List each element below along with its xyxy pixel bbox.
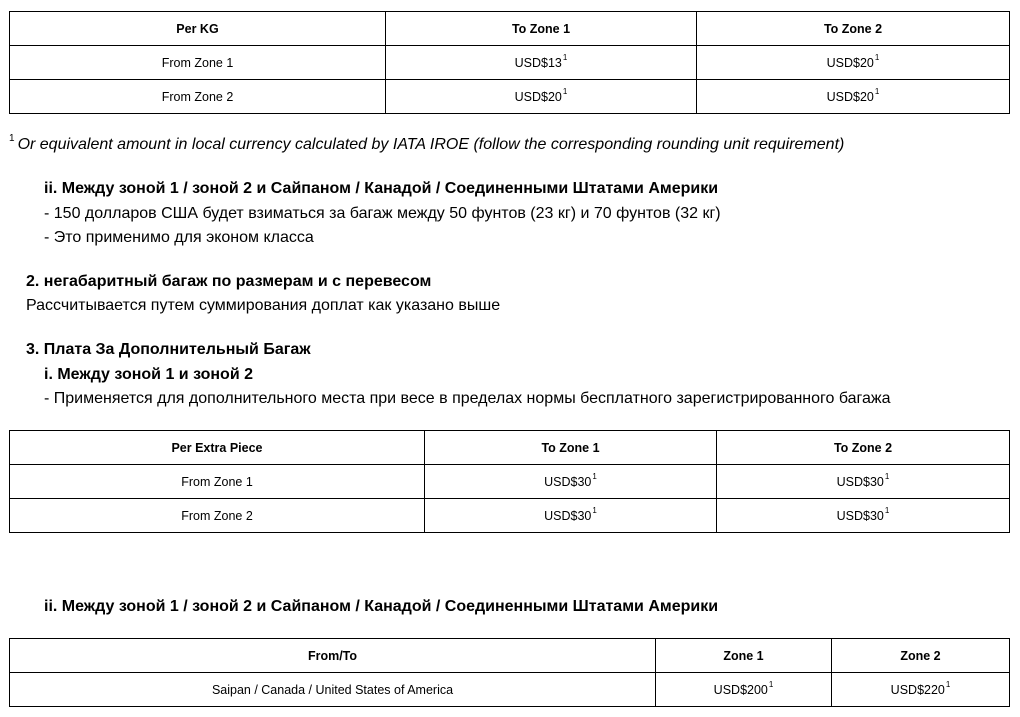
price-cell [697, 80, 1010, 114]
row-label-cell: Saipan / Canada / United States of America [10, 673, 656, 707]
header-cell: To Zone 1 [425, 431, 717, 465]
footnote-marker: 1 [874, 86, 880, 96]
footnote-marker: 1 [874, 52, 880, 62]
footnote [9, 133, 845, 154]
row-label-cell: From Zone 2 [10, 80, 386, 114]
header-cell: Zone 1 [656, 639, 832, 673]
price-cell [386, 80, 697, 114]
row-label-cell: From Zone 1 [10, 465, 425, 499]
price-cell [717, 465, 1010, 499]
header-cell: Zone 2 [832, 639, 1010, 673]
price-value: USD$200 [713, 682, 768, 697]
per-extra-piece-table [9, 430, 1010, 533]
header-cell: Per KG [10, 12, 386, 46]
header-cell: To Zone 2 [717, 431, 1010, 465]
price-value: USD$13 [514, 55, 562, 70]
table-row [10, 80, 1010, 114]
footnote-marker: 1 [592, 505, 597, 515]
table-row [10, 46, 1010, 80]
table-row [10, 465, 1010, 499]
section-text: Рассчитывается путем суммирования доплат как указано выше [26, 297, 501, 314]
price-value: USD$30 [544, 474, 592, 489]
footnote-marker: 1 [592, 471, 597, 481]
footnote-marker: 1 [884, 471, 890, 481]
table-row [10, 673, 1010, 707]
price-cell [717, 499, 1010, 533]
footnote-marker: 1 [945, 679, 951, 689]
price-value: USD$20 [826, 89, 874, 104]
footnote-marker: 1 [562, 52, 568, 62]
section-heading: 2. негабаритный багаж по размерам и с перевесом [26, 273, 432, 290]
section-subheading: i. Между зоной 1 и зоной 2 [44, 366, 254, 383]
row-label-cell: From Zone 2 [10, 499, 425, 533]
saipan-canada-usa-table [9, 638, 1010, 707]
price-value: USD$30 [836, 474, 884, 489]
section-heading: ii. Между зоной 1 / зоной 2 и Сайпаном / Канадой / Соединенными Штатами Америки [44, 180, 719, 197]
header-cell: To Zone 2 [697, 12, 1010, 46]
price-value: USD$30 [544, 508, 592, 523]
price-cell [425, 465, 717, 499]
section-line: - 150 долларов США будет взиматься за багаж между 50 фунтов (23 кг) и 70 фунтов (32 кг) [44, 205, 721, 222]
footnote-text: Or equivalent amount in local currency calculated by IATA IROE (follow the corresponding rounding unit requirement) [17, 136, 845, 153]
table-row [10, 499, 1010, 533]
price-cell [425, 499, 717, 533]
row-label-cell: From Zone 1 [10, 46, 386, 80]
footnote-number: 1 [9, 133, 15, 144]
price-value: USD$220 [890, 682, 945, 697]
price-cell [386, 46, 697, 80]
table-header-row [10, 12, 1010, 46]
table-header-row [10, 639, 1010, 673]
price-value: USD$30 [836, 508, 884, 523]
price-cell [832, 673, 1010, 707]
section-line: - Применяется для дополнительного места при весе в пределах нормы бесплатного зарегистрированного багажа [44, 390, 891, 407]
price-cell [697, 46, 1010, 80]
footnote-marker: 1 [884, 505, 890, 515]
header-cell: Per Extra Piece [10, 431, 425, 465]
header-cell: To Zone 1 [386, 12, 697, 46]
section-heading: 3. Плата За Дополнительный Багаж [26, 341, 311, 358]
footnote-marker: 1 [768, 679, 774, 689]
section-heading: ii. Между зоной 1 / зоной 2 и Сайпаном / Канадой / Соединенными Штатами Америки [44, 598, 719, 615]
price-cell [656, 673, 832, 707]
price-value: USD$20 [826, 55, 874, 70]
table-header-row [10, 431, 1010, 465]
section-line: - Это применимо для эконом класса [44, 229, 314, 246]
per-kg-table [9, 11, 1010, 114]
price-value: USD$20 [514, 89, 562, 104]
footnote-marker: 1 [562, 86, 568, 96]
header-cell: From/To [10, 639, 656, 673]
